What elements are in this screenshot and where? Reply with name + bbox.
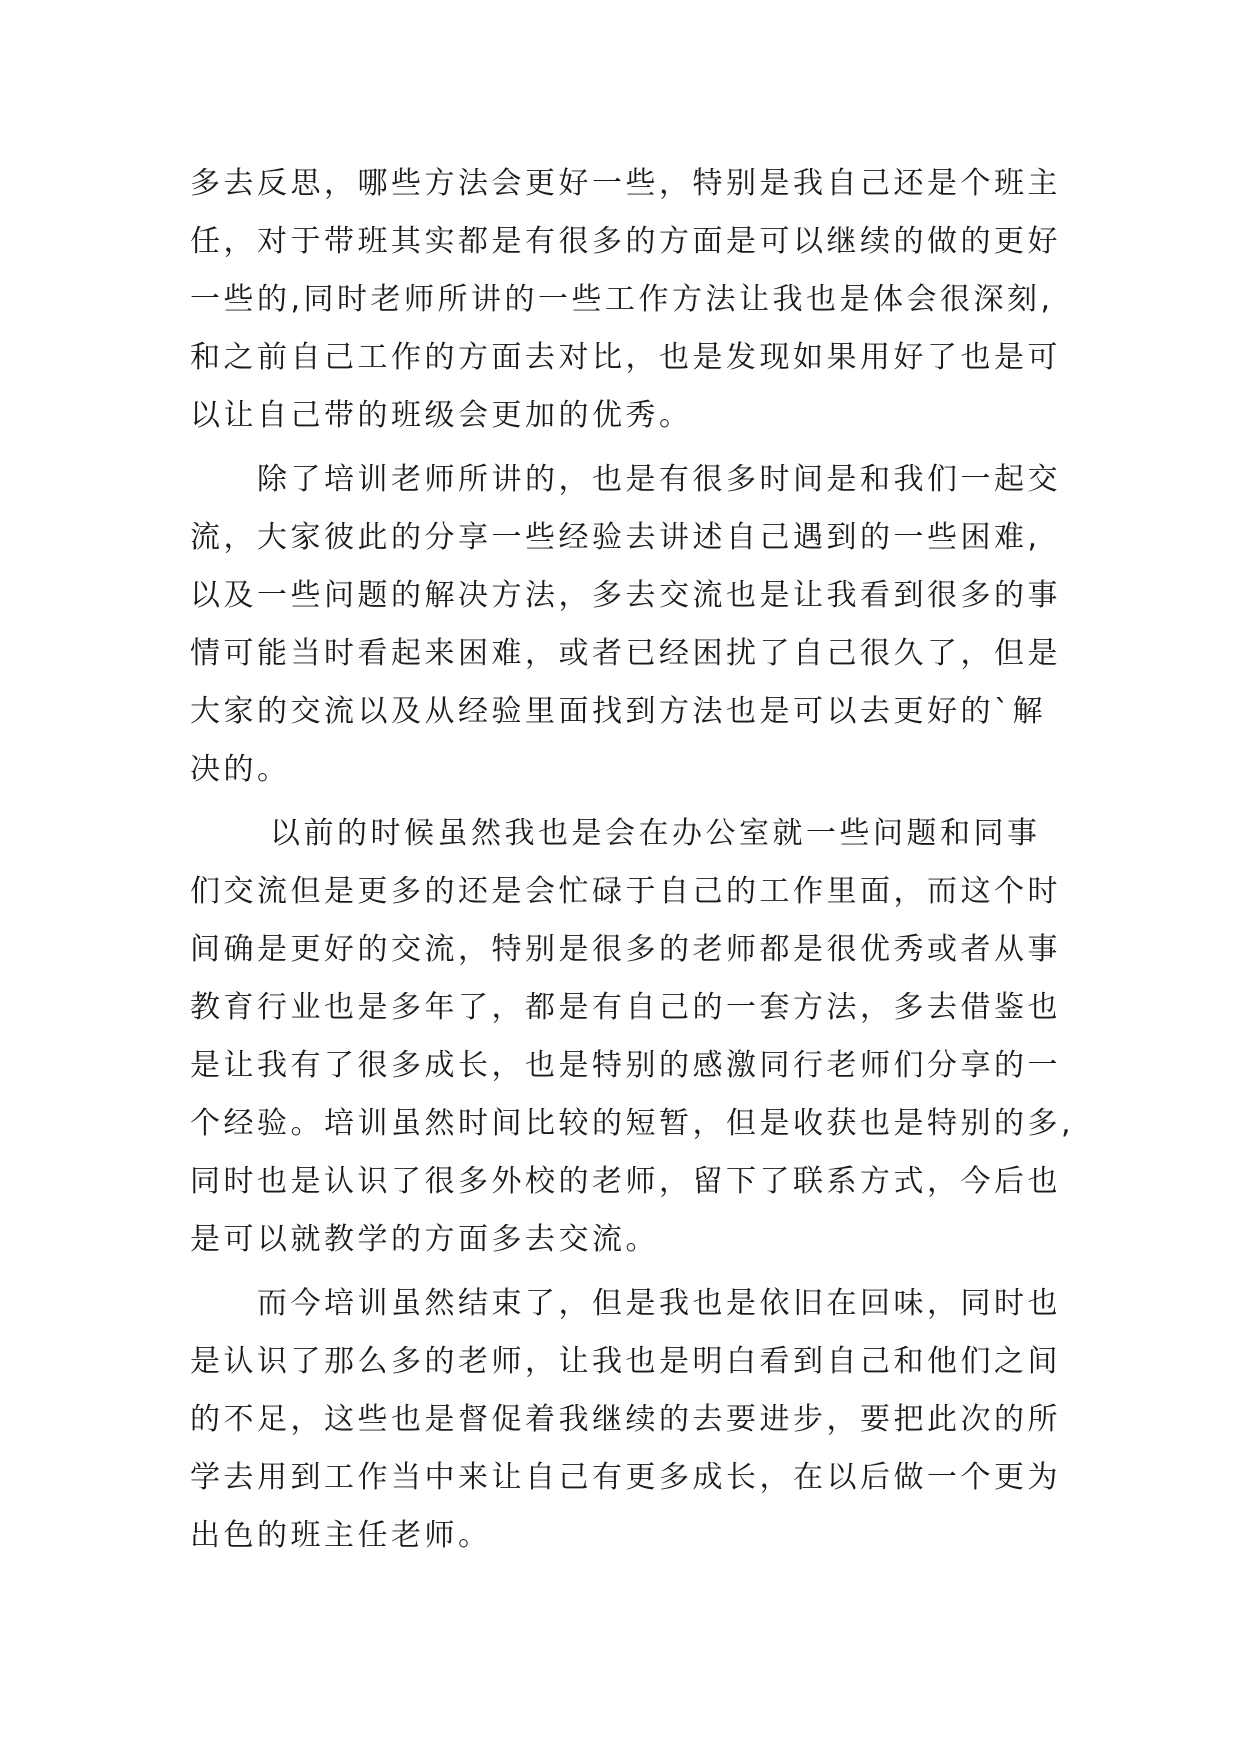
paragraph-2 bbox=[190, 451, 1090, 799]
text-line: 决的。 bbox=[190, 752, 291, 787]
text-line: 以及一些问题的解决方法，多去交流也是让我看到很多的事 bbox=[190, 578, 1061, 613]
text-line: 个经验。培训虽然时间比较的短暂，但是收获也是特别的多, bbox=[190, 1106, 1075, 1141]
text-line: 出色的班主任老师。 bbox=[190, 1518, 492, 1553]
text-line: 是让我有了很多成长，也是特别的感激同行老师们分享的一 bbox=[190, 1048, 1061, 1083]
text-line: 们交流但是更多的还是会忙碌于自己的工作里面，而这个时 bbox=[190, 874, 1061, 909]
text-line: 同时也是认识了很多外校的老师，留下了联系方式，今后也 bbox=[190, 1164, 1061, 1199]
paragraph-1 bbox=[190, 155, 1090, 445]
text-line: 一些的,同时老师所讲的一些工作方法让我也是体会很深刻, bbox=[190, 282, 1054, 317]
paragraph-4 bbox=[190, 1275, 1090, 1565]
text-line: 流，大家彼此的分享一些经验去讲述自己遇到的一些困难, bbox=[190, 520, 1041, 555]
text-line: 多去反思，哪些方法会更好一些，特别是我自己还是个班主 bbox=[190, 166, 1061, 201]
paragraph-3 bbox=[190, 805, 1090, 1269]
text-line: 间确是更好的交流，特别是很多的老师都是很优秀或者从事 bbox=[190, 932, 1061, 967]
text-line: 教育行业也是多年了，都是有自己的一套方法，多去借鉴也 bbox=[190, 990, 1061, 1025]
text-line: 是可以就教学的方面多去交流。 bbox=[190, 1222, 659, 1257]
text-line: 学去用到工作当中来让自己有更多成长，在以后做一个更为 bbox=[190, 1460, 1061, 1495]
text-line: 以让自己带的班级会更加的优秀。 bbox=[190, 398, 693, 433]
text-line: 的不足，这些也是督促着我继续的去要进步，要把此次的所 bbox=[190, 1402, 1061, 1437]
text-line: 大家的交流以及从经验里面找到方法也是可以去更好的`解 bbox=[190, 694, 1046, 729]
text-line: 是认识了那么多的老师，让我也是明白看到自己和他们之间 bbox=[190, 1344, 1061, 1379]
body-text bbox=[190, 155, 1090, 1565]
text-line: 除了培训老师所讲的，也是有很多时间是和我们一起交 bbox=[190, 462, 1061, 497]
text-line: 任，对于带班其实都是有很多的方面是可以继续的做的更好 bbox=[190, 224, 1061, 259]
text-line: 和之前自己工作的方面去对比，也是发现如果用好了也是可 bbox=[190, 340, 1061, 375]
text-line: 情可能当时看起来困难，或者已经困扰了自己很久了，但是 bbox=[190, 636, 1061, 671]
text-line: 而今培训虽然结束了，但是我也是依旧在回味，同时也 bbox=[190, 1286, 1061, 1321]
text-line: 以前的时候虽然我也是会在办公室就一些问题和同事 bbox=[190, 816, 1041, 851]
